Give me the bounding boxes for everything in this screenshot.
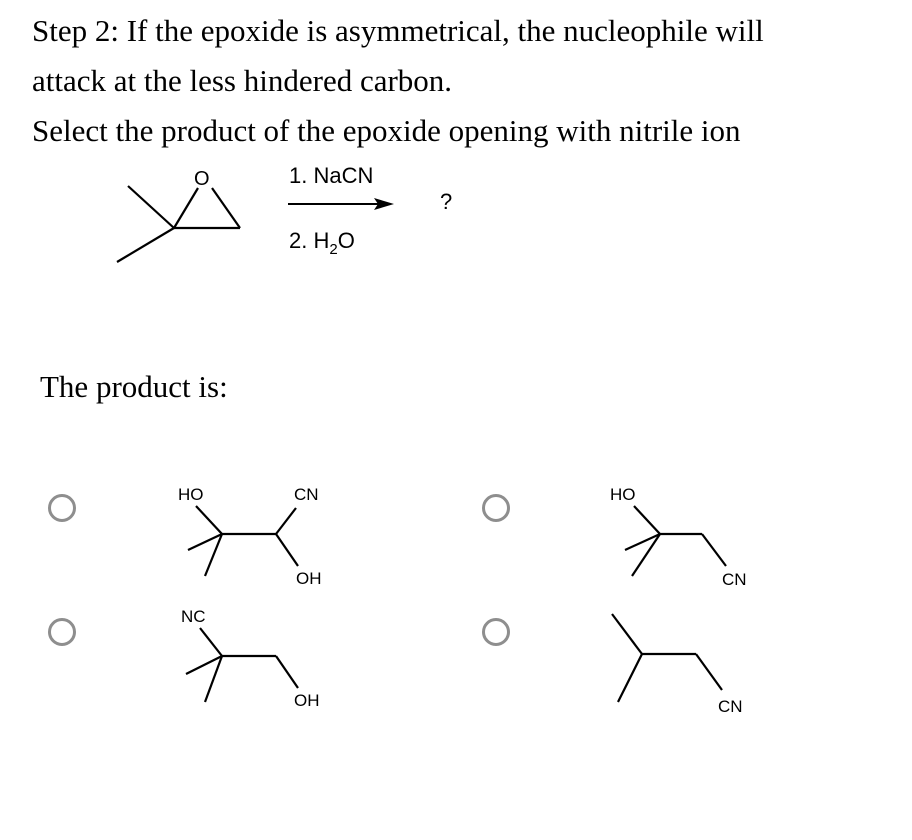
question-line-2: attack at the less hindered carbon. bbox=[32, 63, 453, 98]
option-d-radio[interactable] bbox=[482, 618, 510, 646]
unknown-product: ? bbox=[440, 189, 453, 214]
option-c-radio[interactable] bbox=[48, 618, 76, 646]
question-line-3: Select the product of the epoxide opening with nitrile ion bbox=[32, 113, 741, 148]
option-a-cn-label: CN bbox=[294, 485, 319, 504]
option-a-ho-label: HO bbox=[178, 485, 204, 504]
option-a-structure bbox=[188, 506, 298, 576]
epoxide-structure bbox=[117, 186, 240, 262]
question-line-1: Step 2: If the epoxide is asymmetrical, the nucleophile will bbox=[32, 13, 764, 48]
option-c-nc-label: NC bbox=[181, 607, 206, 626]
epoxide-oxygen-label: O bbox=[194, 168, 210, 190]
reaction-arrow bbox=[288, 198, 394, 210]
option-b-ho-label: HO bbox=[610, 485, 636, 504]
option-b-structure bbox=[625, 506, 726, 576]
option-a-oh-label: OH bbox=[296, 569, 322, 588]
reagent-2: 2. $H_2O$ bbox=[289, 228, 355, 258]
option-c-oh-label: OH bbox=[294, 691, 320, 710]
option-b-cn-label: CN bbox=[722, 570, 747, 589]
reagent-1: 1. NaCN bbox=[289, 163, 374, 188]
option-c-structure bbox=[186, 628, 298, 702]
answer-prompt: The product is: bbox=[40, 369, 228, 404]
option-b-radio[interactable] bbox=[482, 494, 510, 522]
option-a-radio[interactable] bbox=[48, 494, 76, 522]
option-d-cn-label: CN bbox=[718, 697, 743, 716]
option-d-structure bbox=[612, 614, 722, 702]
